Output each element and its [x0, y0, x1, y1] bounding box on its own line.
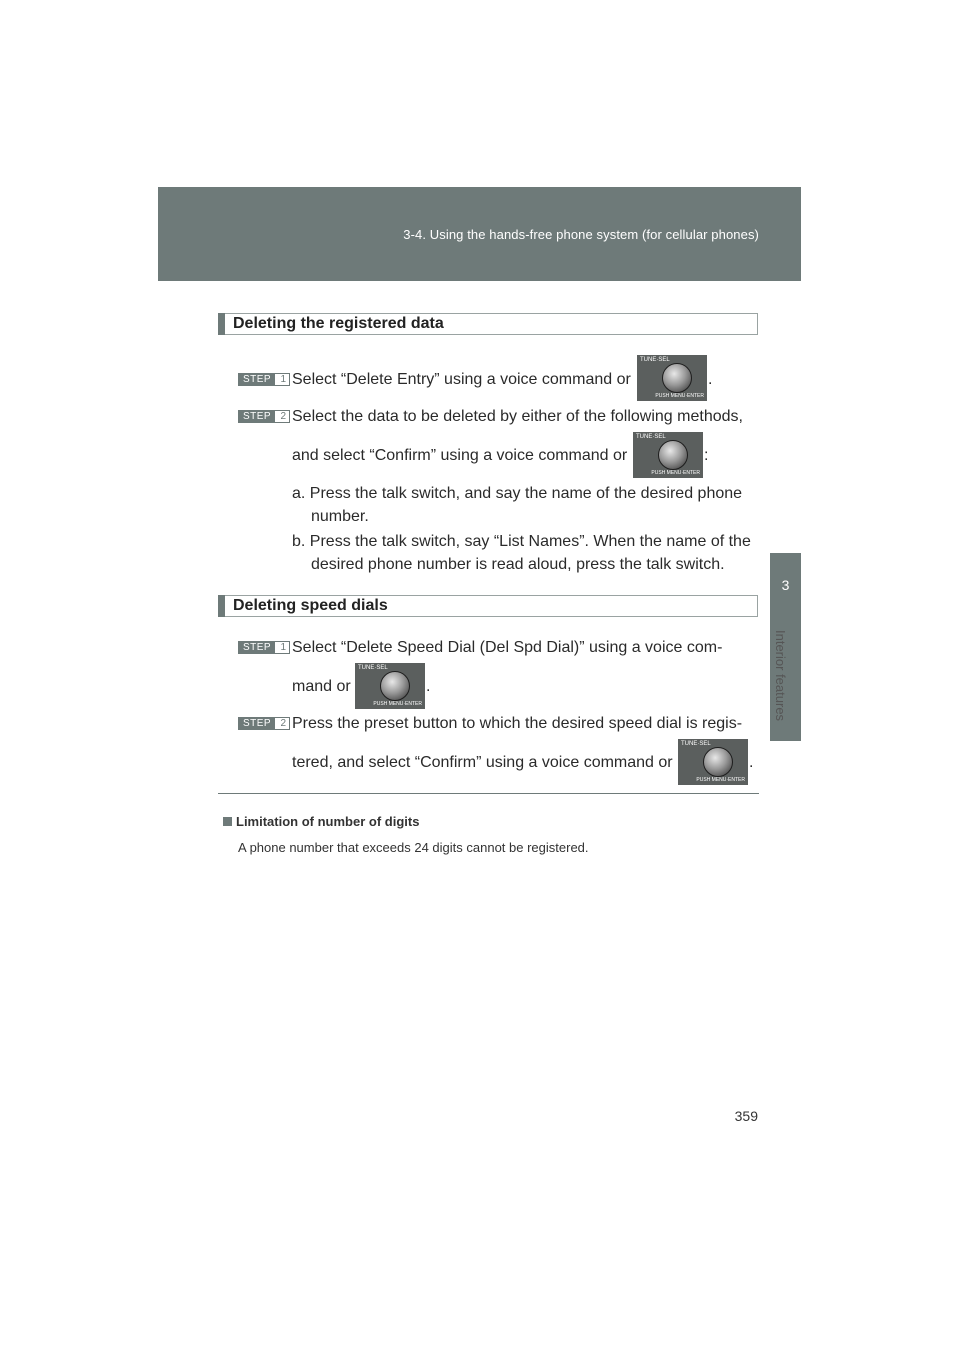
list-item-a: a. Press the talk switch, and say the name of the desired phone [292, 485, 743, 502]
step-label: STEP [239, 374, 275, 385]
dial-top-text: TUNE·SEL [636, 434, 666, 440]
tune-sel-dial-icon [633, 432, 703, 478]
tune-sel-dial-icon [637, 355, 707, 401]
dial-knob [703, 747, 733, 777]
step-label: STEP [239, 411, 275, 422]
step-number: 1 [280, 642, 286, 653]
step-number: 1 [280, 374, 286, 385]
section-title: Deleting the registered data [233, 315, 444, 332]
step-badge-1 [238, 641, 290, 654]
header-band [158, 187, 801, 281]
list-item-a-cont: number. [311, 508, 369, 525]
heading-accent-bar [218, 595, 225, 617]
dial-top-text: TUNE·SEL [681, 741, 711, 747]
step-end-punct: . [708, 371, 713, 388]
section-heading-deleting-data [218, 313, 758, 335]
section-header-title: 3-4. Using the hands-free phone system (for cellular phones) [403, 227, 759, 242]
tune-sel-dial-icon [355, 663, 425, 709]
list-item-b-cont: desired phone number is read aloud, press the talk switch. [311, 556, 725, 573]
dial-knob [662, 363, 692, 393]
dial-knob [658, 440, 688, 470]
tune-sel-dial-icon [678, 739, 748, 785]
step-text-line2: tered, and select “Confirm” using a voice command or [292, 754, 673, 771]
chapter-label: Interior features [773, 630, 788, 722]
note-body: A phone number that exceeds 24 digits cannot be registered. [238, 840, 589, 855]
step-badge-2 [238, 717, 290, 730]
step-text-line1: Press the preset button to which the desired speed dial is regis- [292, 715, 743, 732]
note-heading [223, 814, 419, 829]
step-number: 2 [280, 411, 286, 422]
note-heading-text: Limitation of number of digits [236, 814, 420, 829]
section-title: Deleting speed dials [233, 597, 388, 614]
step-text-line2: and select “Confirm” using a voice command or [292, 447, 628, 464]
step-number: 2 [280, 718, 286, 729]
dial-knob [380, 671, 410, 701]
step-label: STEP [239, 718, 275, 729]
step-text-line2: mand or [292, 678, 351, 695]
dial-top-text: TUNE·SEL [358, 665, 388, 671]
step-text-line1: Select the data to be deleted by either of the following methods, [292, 408, 743, 425]
step-end-punct: . [749, 754, 754, 771]
square-bullet-icon [223, 817, 232, 826]
heading-accent-bar [218, 313, 225, 335]
page-number: 359 [734, 1108, 758, 1124]
dial-top-text: TUNE·SEL [640, 357, 670, 363]
section-heading-deleting-speed-dials [218, 595, 758, 617]
dial-bottom-text: PUSH MENU·ENTER [373, 701, 422, 707]
dial-bottom-text: PUSH MENU·ENTER [655, 393, 704, 399]
step-badge-1 [238, 373, 290, 386]
step-end-punct: . [426, 678, 431, 695]
dial-bottom-text: PUSH MENU·ENTER [651, 470, 700, 476]
dial-bottom-text: PUSH MENU·ENTER [696, 777, 745, 783]
step-text-line1: Select “Delete Speed Dial (Del Spd Dial)” using a voice com- [292, 639, 723, 656]
step-label: STEP [239, 642, 275, 653]
divider [218, 793, 759, 794]
step-badge-2 [238, 410, 290, 423]
step-end-punct: : [704, 447, 709, 464]
list-item-b: b. Press the talk switch, say “List Names”. When the name of the [292, 533, 751, 550]
step-text: Select “Delete Entry” using a voice command or [292, 371, 631, 388]
chapter-number: 3 [781, 577, 790, 593]
